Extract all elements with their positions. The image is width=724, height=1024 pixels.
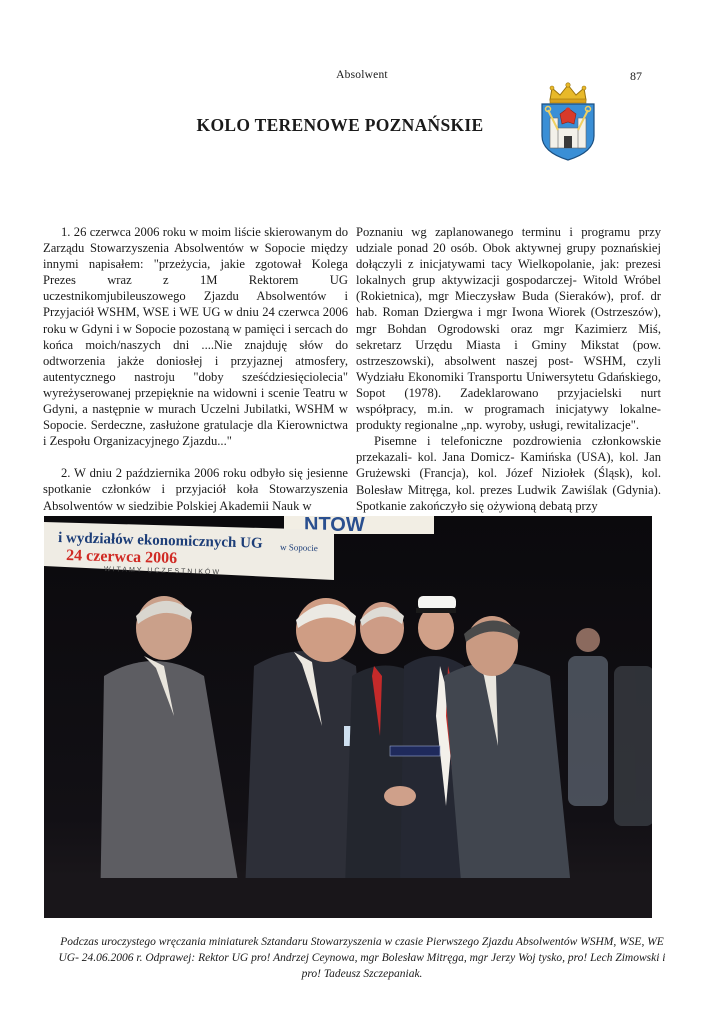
banner-line-1-suffix: w Sopocie xyxy=(279,542,318,554)
right-column xyxy=(356,224,661,514)
left-paragraph-2: 2. W dniu 2 października 2006 roku odbyło się jesienne spotkanie członków i przyjaciół koła Stowarzyszenia Absolwentów w siedzibie Polskiej Akademii Nauk w xyxy=(43,466,348,513)
left-column xyxy=(43,224,348,514)
left-paragraph-1: 1. 26 czerwca 2006 roku w moim liście skierowanym do Zarządu Stowarzyszenia Absolwentów w Sopocie między innymi napisałem: "przeżycia, jakie zgotował Kolega Prezes wraz z 1M Rektorem UG uczestnikomjubileuszowego Zjazdu Absolwentów i Przyjaciół WSHM, WSE i WE UG w dniu 24 czerwca 2006 roku w Gdyni i w Sopocie pozostaną w pamięci i sercach do końca moich/naszych dni ....Nie znajduję słów do odtworzenia jakże doniosłej i przyjaznej atmosfery, autentycznego nastroju "doby sześćdziesięciolecia" wyreżyserowanej przepięknie na widowni i scenie Teatru w Gdyni, a następnie w murach Uczelni Jubilatki, WSHM w Sopocie. Serdeczne, zasłużone gratulacje dla Kierownictwa i Zespołu Organizacyjnego Zjazdu..." xyxy=(43,225,348,449)
photo-caption: Podczas uroczystego wręczania miniaturek Sztandaru Stowarzyszenia w czasie Pierwszego Zjazdu Absolwentów WSHM, WSE, WE UG- 24.06.2006 r. Odprawej: Rektor UG pro! Andrzej Ceynowa, mgr Bolesław Mitręga, mgr Jerzy Woj tysko, pro! Lech Zimowski i pro! Tadeusz Szczepaniak. xyxy=(58,936,666,980)
banner-line-3: WITAMY UCZESTNIKÓW xyxy=(103,566,222,577)
banner-date: 24 czerwca 2006 xyxy=(65,547,178,568)
banner-line-1: i wydziałów ekonomicznych UG xyxy=(57,530,263,552)
right-paragraph-2: Pisemne i telefoniczne pozdrowienia członkowskie przekazali- kol. Jana Domicz- Kamińska (USA), kol. Jan Grużewski (Francja), kol. Józef Niziołek (Śląsk), kol. Bolesław Mitręga, kol. prezes Ludwik Zawiślak (Gdynia). Spotkanie zakończyło się ożywioną debatą przy xyxy=(356,434,661,513)
event-photo xyxy=(44,516,652,918)
banner-top-text: NTOW xyxy=(304,516,365,536)
right-paragraph-1: Poznaniu wg zaplanowanego terminu i programu przy udziale ponad 20 osób. Obok aktywnej grupy poznańskiej dołączyli z inicjatywami tacy Wielkopolanie, jak: prezesi lokalnych grup aktywizacji gospodarczej- Witold Wróbel (Rokietnica), mgr Mieczysław Buda (Sieraków), prof. dr hab. Roman Dziergwa i mgr Iwona Wiorek (Ostrzeszów), mgr Bohdan Ogrodowski oraz mgr Kazimierz Miś, sekretarz Urzędu Miasta i Gminy Mikstat (pow. ostrzeszowski), absolwent naszej post- WSHM, czyli Wydziału Ekonomiki Transportu Uniwersytetu Gdańskiego, Sopot (1978). Zadeklarowano przyjacielski nurt współpracy, m.in. w programach inicjatywy lokalne-produkty regionalne „np. wyroby, usługi, rewitalizacje". xyxy=(356,225,661,433)
running-head: Absolwent xyxy=(336,69,388,81)
crown-icon xyxy=(550,83,586,103)
page-title: KOLO TERENOWE POZNAŃSKIE xyxy=(196,115,484,135)
coat-of-arms-icon xyxy=(536,80,600,162)
page-number: 87 xyxy=(630,69,642,83)
